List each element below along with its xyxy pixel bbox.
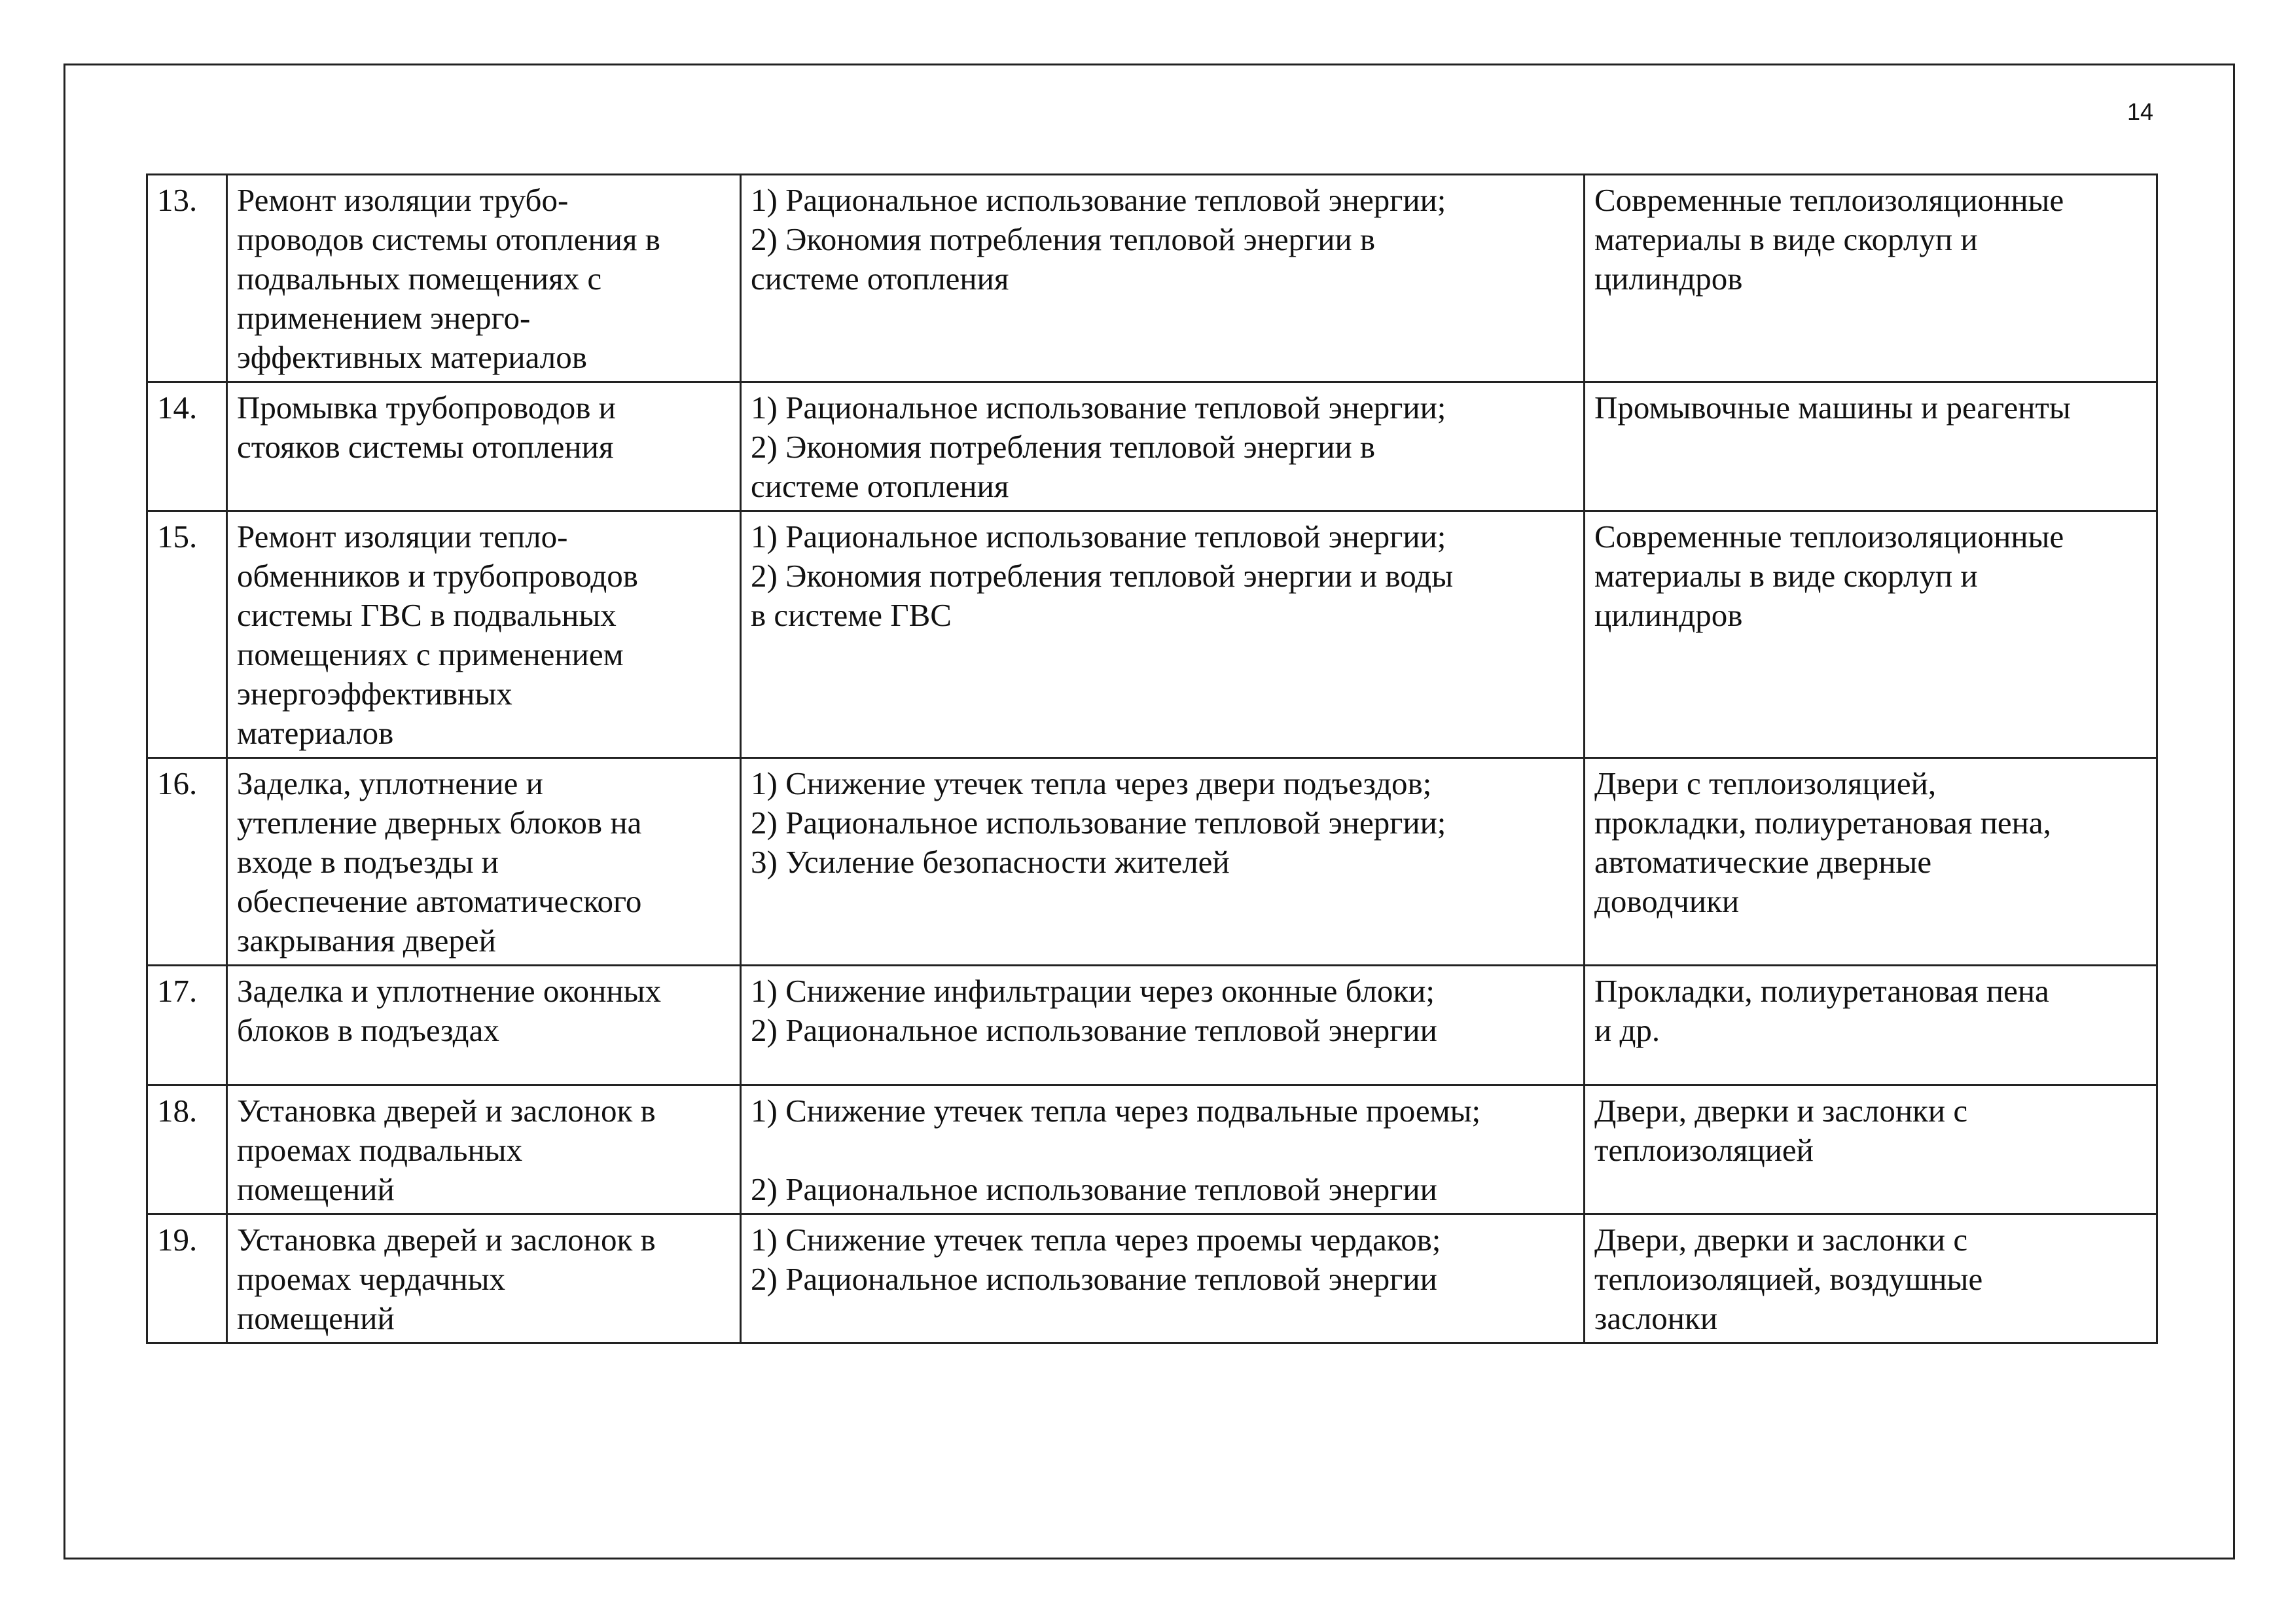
line-gap [751, 1131, 1574, 1170]
cell-line: 2) Рациональное использование тепловой энергии [751, 1261, 1437, 1297]
cell-line: Современные теплоизоляционные [1594, 182, 2064, 218]
cell-line: 1) Снижение утечек тепла через двери подъездов; [751, 765, 1432, 801]
cell-line: 1) Снижение утечек тепла через проемы чердаков; [751, 1222, 1441, 1258]
cell-line: Двери, дверки и заслонки с [1594, 1093, 1968, 1129]
cell-line: 1) Снижение утечек тепла через подвальные проемы; [751, 1093, 1481, 1129]
measures-table [146, 173, 2158, 1344]
table-row [147, 758, 2157, 966]
cell-line: Двери с теплоизоляцией, [1594, 765, 1937, 801]
cell-line: материалов [237, 715, 394, 751]
materials [1585, 1214, 2157, 1343]
cell-line: теплоизоляцией, воздушные [1594, 1261, 1983, 1297]
cell-line: стояков системы отопления [237, 429, 614, 465]
row-number: 17. [147, 966, 227, 1085]
cell-line: системе отопления [751, 468, 1009, 504]
cell-line: Заделка и уплотнение оконных [237, 973, 662, 1009]
expected-effect [741, 966, 1585, 1085]
cell-line: проемах подвальных [237, 1132, 523, 1168]
table-row [147, 382, 2157, 511]
cell-line: входе в подъезды и [237, 844, 499, 880]
cell-line: 2) Экономия потребления тепловой энергии в [751, 221, 1376, 257]
row-number: 15. [147, 511, 227, 758]
cell-line: 1) Снижение инфильтрации через оконные блоки; [751, 973, 1435, 1009]
cell-line: 2) Экономия потребления тепловой энергии и воды [751, 558, 1454, 594]
table-row [147, 511, 2157, 758]
cell-line: автоматические дверные [1594, 844, 1932, 880]
materials [1585, 1085, 2157, 1214]
cell-line: Заделка, уплотнение и [237, 765, 543, 801]
cell-line: Ремонт изоляции трубо- [237, 182, 569, 218]
cell-line: проемах чердачных [237, 1261, 505, 1297]
cell-line: Двери, дверки и заслонки с [1594, 1222, 1968, 1258]
cell-line: материалы в виде скорлуп и [1594, 558, 1978, 594]
cell-line: помещений [237, 1171, 395, 1207]
cell-line: системы ГВС в подвальных [237, 597, 617, 633]
cell-line: применением энерго- [237, 300, 531, 336]
work-description [227, 1214, 741, 1343]
cell-line: утепление дверных блоков на [237, 805, 642, 841]
cell-line: Промывка трубопроводов и [237, 390, 616, 426]
cell-line: и др. [1594, 1012, 1660, 1048]
cell-line: 3) Усиление безопасности жителей [751, 844, 1230, 880]
cell-line: системе отопления [751, 261, 1009, 297]
cell-line: эффективных материалов [237, 339, 587, 375]
row-number: 19. [147, 1214, 227, 1343]
cell-line: Установка дверей и заслонок в [237, 1093, 656, 1129]
cell-line: подвальных помещениях с [237, 261, 602, 297]
cell-line: помещениях с применением [237, 636, 624, 672]
expected-effect [741, 1214, 1585, 1343]
work-description [227, 511, 741, 758]
work-description [227, 1085, 741, 1214]
cell-line: энергоэффективных [237, 676, 512, 712]
expected-effect [741, 511, 1585, 758]
cell-line: 2) Рациональное использование тепловой энергии [751, 1012, 1437, 1048]
work-description [227, 758, 741, 966]
cell-line: 1) Рациональное использование тепловой энергии; [751, 390, 1446, 426]
table-row [147, 1214, 2157, 1343]
cell-line: закрывания дверей [237, 922, 496, 958]
expected-effect [741, 758, 1585, 966]
cell-line: блоков в подъездах [237, 1012, 499, 1048]
cell-line: обменников и трубопроводов [237, 558, 638, 594]
cell-line: Прокладки, полиуретановая пена [1594, 973, 2049, 1009]
cell-line: 1) Рациональное использование тепловой энергии; [751, 519, 1446, 555]
measures-table-body [147, 175, 2157, 1343]
materials [1585, 511, 2157, 758]
cell-line: обеспечение автоматического [237, 883, 642, 919]
cell-line: прокладки, полиуретановая пена, [1594, 805, 2051, 841]
table-row [147, 1085, 2157, 1214]
cell-line: теплоизоляцией [1594, 1132, 1814, 1168]
cell-line: цилиндров [1594, 261, 1743, 297]
table-row [147, 966, 2157, 1085]
row-number: 18. [147, 1085, 227, 1214]
page-number: 14 [2126, 98, 2153, 125]
cell-line: заслонки [1594, 1300, 1718, 1336]
work-description [227, 966, 741, 1085]
row-number: 14. [147, 382, 227, 511]
expected-effect [741, 175, 1585, 382]
cell-line: 2) Экономия потребления тепловой энергии в [751, 429, 1376, 465]
cell-line: Современные теплоизоляционные [1594, 519, 2064, 555]
materials [1585, 382, 2157, 511]
cell-line: 2) Рациональное использование тепловой энергии; [751, 805, 1446, 841]
table-row [147, 175, 2157, 382]
expected-effect [741, 382, 1585, 511]
cell-line: в системе ГВС [751, 597, 952, 633]
cell-line: Промывочные машины и реагенты [1594, 390, 2071, 426]
work-description [227, 175, 741, 382]
cell-line: проводов системы отопления в [237, 221, 660, 257]
cell-line: цилиндров [1594, 597, 1743, 633]
materials [1585, 758, 2157, 966]
cell-line: 1) Рациональное использование тепловой энергии; [751, 182, 1446, 218]
cell-line: материалы в виде скорлуп и [1594, 221, 1978, 257]
row-number: 13. [147, 175, 227, 382]
expected-effect [741, 1085, 1585, 1214]
work-description [227, 382, 741, 511]
cell-line: доводчики [1594, 883, 1740, 919]
row-number: 16. [147, 758, 227, 966]
cell-line: помещений [237, 1300, 395, 1336]
cell-line: Ремонт изоляции тепло- [237, 519, 568, 555]
materials [1585, 175, 2157, 382]
cell-line: Установка дверей и заслонок в [237, 1222, 656, 1258]
cell-line: 2) Рациональное использование тепловой энергии [751, 1171, 1437, 1207]
materials [1585, 966, 2157, 1085]
